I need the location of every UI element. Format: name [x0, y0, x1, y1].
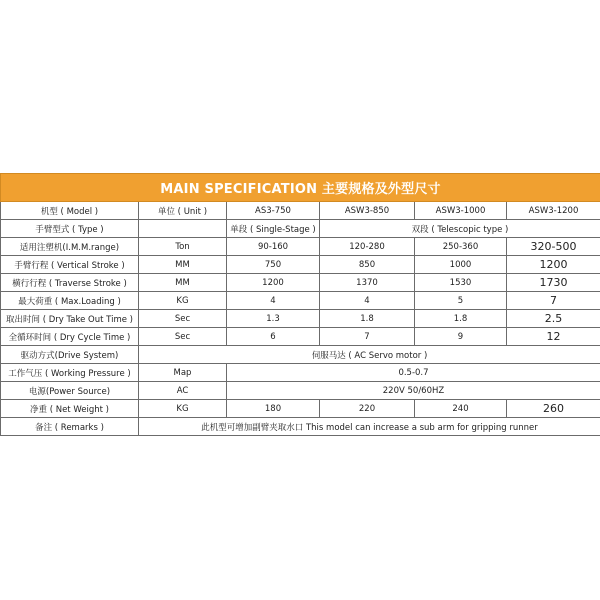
model-name: ASW3-1000	[415, 202, 507, 220]
drive-value: 伺服马达 ( AC Servo motor )	[139, 346, 600, 364]
power-label: 电源(Power Source)	[1, 382, 139, 400]
weight-label: 净重 ( Net Weight )	[1, 400, 139, 418]
row-unit: Ton	[139, 238, 227, 256]
title-row	[1, 174, 600, 202]
pressure-unit: Map	[139, 364, 227, 382]
arm-type-row	[1, 220, 600, 238]
specification-table	[0, 173, 600, 436]
arm-type-single: 单段 ( Single-Stage )	[227, 220, 320, 238]
empty-cell	[139, 220, 227, 238]
row-value: 1000	[415, 256, 507, 274]
remarks-label: 备注 ( Remarks )	[1, 418, 139, 436]
header-row	[1, 202, 600, 220]
model-label: 机型 ( Model )	[1, 202, 139, 220]
row-value: 9	[415, 328, 507, 346]
weight-value: 260	[507, 400, 600, 418]
row-value: 5	[415, 292, 507, 310]
model-name: ASW3-1200	[507, 202, 600, 220]
pressure-label: 工作气压 ( Working Pressure )	[1, 364, 139, 382]
row-value: 1.8	[320, 310, 415, 328]
model-name: ASW3-850	[320, 202, 415, 220]
table-row	[1, 310, 600, 328]
row-label: 全循环时间 ( Dry Cycle Time )	[1, 328, 139, 346]
row-unit: Sec	[139, 310, 227, 328]
table-row	[1, 274, 600, 292]
row-value: 1370	[320, 274, 415, 292]
row-value: 7	[507, 292, 600, 310]
pressure-row	[1, 364, 600, 382]
power-value: 220V 50/60HZ	[227, 382, 600, 400]
row-label: 取出时间 ( Dry Take Out Time )	[1, 310, 139, 328]
row-value: 2.5	[507, 310, 600, 328]
row-value: 1530	[415, 274, 507, 292]
weight-value: 220	[320, 400, 415, 418]
weight-unit: KG	[139, 400, 227, 418]
row-value: 850	[320, 256, 415, 274]
row-label: 适用注塑机(I.M.M.range)	[1, 238, 139, 256]
weight-value: 240	[415, 400, 507, 418]
arm-type-label: 手臂型式 ( Type )	[1, 220, 139, 238]
remarks-row	[1, 418, 600, 436]
row-label: 横行行程 ( Traverse Stroke )	[1, 274, 139, 292]
row-value: 1200	[227, 274, 320, 292]
row-unit: Sec	[139, 328, 227, 346]
table-title: MAIN SPECIFICATION 主要规格及外型尺寸	[1, 174, 600, 202]
row-value: 1.3	[227, 310, 320, 328]
row-label: 手臂行程 ( Vertical Stroke )	[1, 256, 139, 274]
power-unit: AC	[139, 382, 227, 400]
table-row	[1, 256, 600, 274]
arm-type-telescopic: 双段 ( Telescopic type )	[320, 220, 600, 238]
remarks-value: 此机型可增加副臂夹取水口 This model can increase a sub arm for gripping runner	[139, 418, 600, 436]
model-name: AS3-750	[227, 202, 320, 220]
row-value: 12	[507, 328, 600, 346]
weight-value: 180	[227, 400, 320, 418]
row-value: 320-500	[507, 238, 600, 256]
row-unit: KG	[139, 292, 227, 310]
row-value: 250-360	[415, 238, 507, 256]
row-value: 90-160	[227, 238, 320, 256]
row-value: 6	[227, 328, 320, 346]
row-unit: MM	[139, 274, 227, 292]
row-value: 4	[227, 292, 320, 310]
pressure-value: 0.5-0.7	[227, 364, 600, 382]
row-value: 120-280	[320, 238, 415, 256]
table-row	[1, 292, 600, 310]
unit-label: 单位 ( Unit )	[139, 202, 227, 220]
row-value: 750	[227, 256, 320, 274]
table-row	[1, 238, 600, 256]
row-label: 最大荷重 ( Max.Loading )	[1, 292, 139, 310]
row-value: 4	[320, 292, 415, 310]
row-unit: MM	[139, 256, 227, 274]
drive-label: 驱动方式(Drive System)	[1, 346, 139, 364]
row-value: 7	[320, 328, 415, 346]
power-row	[1, 382, 600, 400]
row-value: 1.8	[415, 310, 507, 328]
row-value: 1200	[507, 256, 600, 274]
weight-row	[1, 400, 600, 418]
table-row	[1, 328, 600, 346]
drive-row	[1, 346, 600, 364]
row-value: 1730	[507, 274, 600, 292]
